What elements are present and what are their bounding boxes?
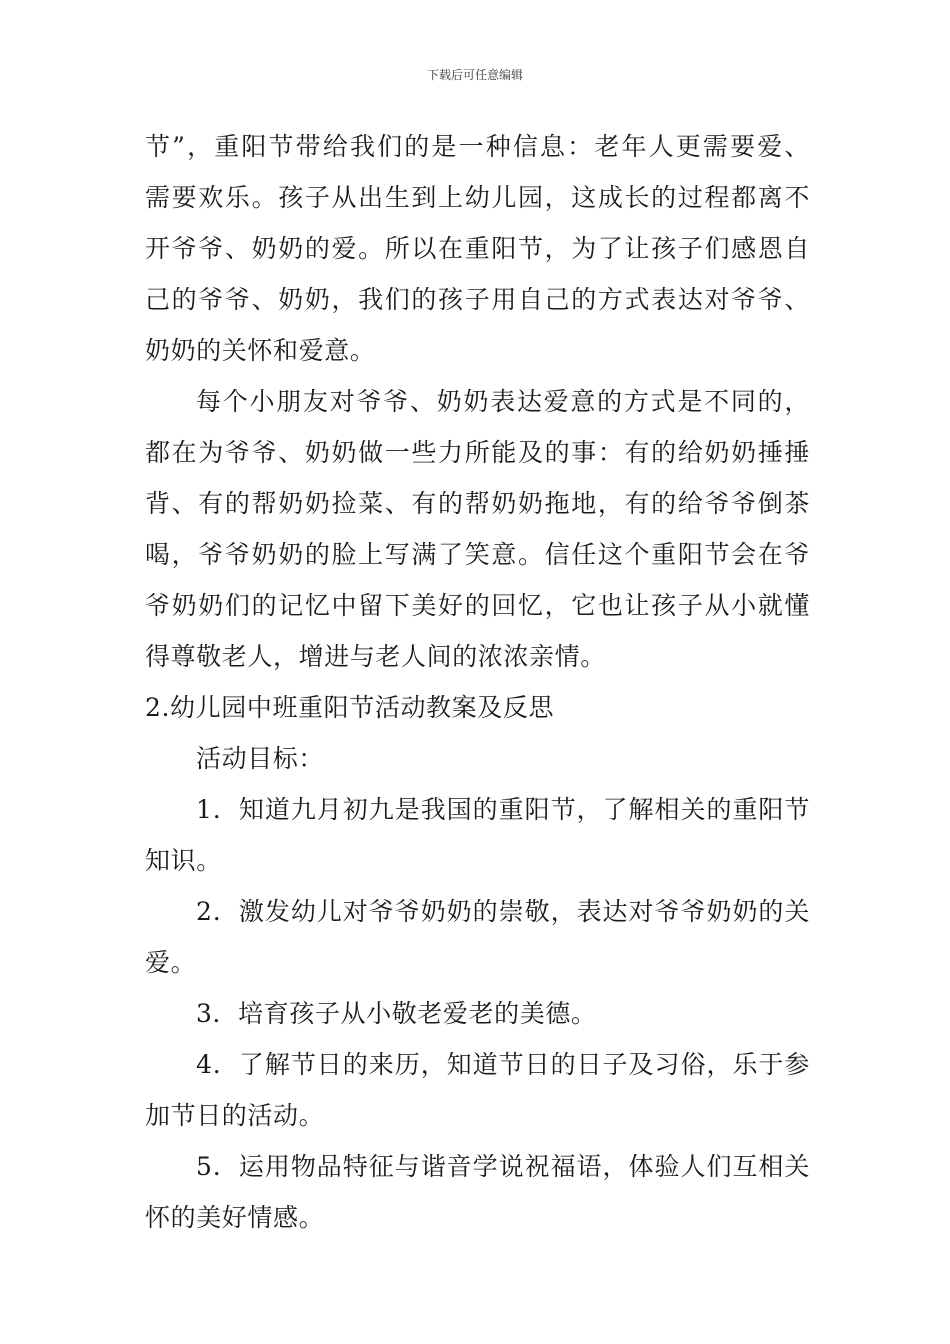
list-item: 4．了解节日的来历，知道节日的日子及习俗，乐于参 — [196, 1050, 810, 1079]
text-line: 己的爷爷、奶奶，我们的孩子用自己的方式表达对爷爷、 — [145, 285, 810, 314]
text-line: 奶奶的关怀和爱意。 — [145, 336, 376, 365]
list-item: 1．知道九月初九是我国的重阳节，了解相关的重阳节 — [196, 795, 810, 824]
document-body — [145, 125, 810, 1247]
list-item-continuation: 加节日的活动。 — [145, 1101, 325, 1130]
text-line: 节”，重阳节带给我们的是一种信息：老年人更需要爱、 — [145, 132, 810, 161]
text-line: 开爷爷、奶奶的爱。所以在重阳节，为了让孩子们感恩自 — [145, 234, 810, 263]
text-line: 都在为爷爷、奶奶做一些力所能及的事：有的给奶奶捶捶 — [145, 438, 810, 467]
list-item-continuation: 爱。 — [145, 948, 197, 977]
section-heading: 2.幼儿园中班重阳节活动教案及反思 — [145, 693, 555, 722]
list-item: 3．培育孩子从小敬老爱老的美德。 — [196, 999, 597, 1028]
list-item: 5．运用物品特征与谐音学说祝福语，体验人们互相关 — [196, 1152, 810, 1181]
list-item-continuation: 怀的美好情感。 — [145, 1203, 325, 1232]
text-line: 爷奶奶们的记忆中留下美好的回忆，它也让孩子从小就懂 — [145, 591, 810, 620]
text-line: 每个小朋友对爷爷、奶奶表达爱意的方式是不同的， — [196, 387, 810, 416]
text-line: 喝，爷爷奶奶的脸上写满了笑意。信任这个重阳节会在爷 — [145, 540, 810, 569]
text-line: 得尊敬老人，增进与老人间的浓浓亲情。 — [145, 642, 606, 671]
list-item: 2．激发幼儿对爷爷奶奶的崇敬，表达对爷爷奶奶的关 — [196, 897, 810, 926]
subheading: 活动目标： — [196, 744, 325, 773]
page-header: 下载后可任意编辑 — [426, 68, 523, 82]
text-line: 背、有的帮奶奶捡菜、有的帮奶奶拖地，有的给爷爷倒茶 — [145, 489, 810, 518]
list-item-continuation: 知识。 — [145, 846, 222, 875]
text-line: 需要欢乐。孩子从出生到上幼儿园，这成长的过程都离不 — [145, 183, 810, 212]
